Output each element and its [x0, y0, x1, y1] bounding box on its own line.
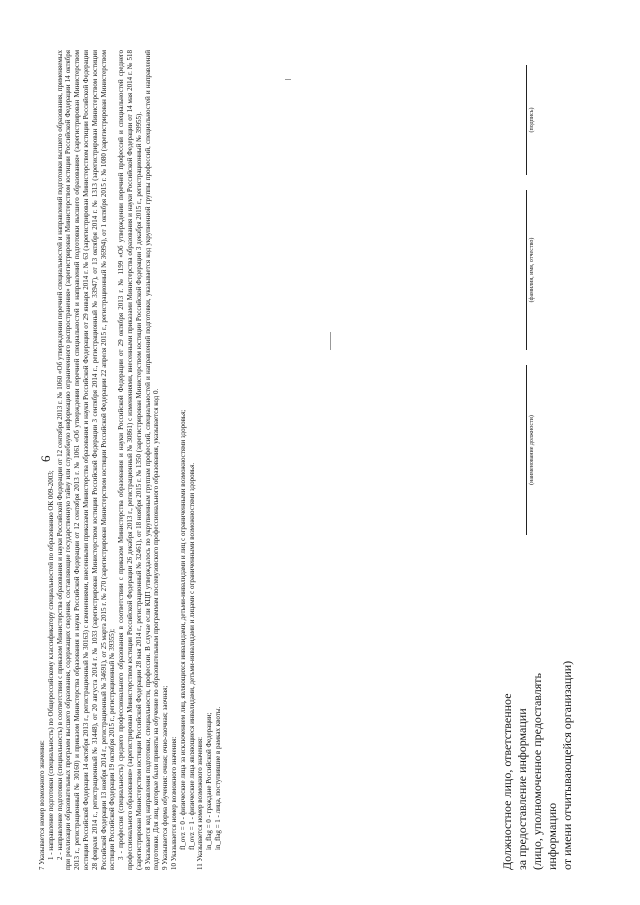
footnote-11-value-1: in_flag = 1 - лица, поступившие в рамках квоты. — [213, 706, 222, 850]
footnote-11-value-0: in_flag = 0 - граждане Российской Федерации; — [205, 712, 214, 850]
footnote-10-value-1: fl_ovz = 1 - физические лица являющиеся инвалидами, детьми-инвалидами и лицами с ограниченными возможностями здоровья. — [187, 462, 196, 850]
footnote-7-value-2: 2 - направление подготовки (специальность) в соответствии с приказом Министерства образования и науки Российской Федерации от 12 сентября 2013 г. № 1060 «Об утверждении перечней специальностей и направлений подготовки высшего образования, применяемых при реализации образовательных программ высшего образования, содержащих сведения, составляющие государственную тайну или служебную информацию ограниченного распространения» (зарегистрирован Министерством юстиции Российской Федерации 14 октября 2013 г., регистрационный № 30160) и приказом Министерства образования и науки Российской Федерации от 12 сентября 2013 г. № 1061 «Об утверждении перечней специальностей и направлений подготовки высшего образования» (зарегистрирован Министерством юстиции Российской Федерации 14 октября 2013 г., регистрационный № 30163) с изменениями, внесенными приказами Министерства образования и науки Российской Федерации от 29 января 2014 г. № 63 (зарегистрирован Министерством юстиции Российской Федерации 28 февраля 2014 г., регистрационный № 31448), от 20 августа 2014 г. № 1033 (зарегистрирован Министерством юстиции Российской Федерации 3 сентября 2014 г., регистрационный № 33947), от 13 октября 2014 г. № 1313 (зарегистрирован Министерством юстиции Российской Федерации 13 ноября 2014 г., регистрационный № 34691), от 25 марта 2015 г. № 270 (зарегистрирован Министерством юстиции Российской Федерации 22 апреля 2015 г., регистрационный № 36994), от 1 октября 2015 г. № 1080 (зарегистрирован Министерством юстиции Российской Федерации 19 октября 2015 г., регистрационный № 39355); — [55, 50, 117, 870]
page-number: 6 — [38, 455, 53, 462]
signature-line — [526, 65, 527, 175]
responsible-line-3: (лицо, уполномоченное предоставлять информацию — [530, 672, 559, 870]
rotated-content — [30, 30, 620, 880]
name-caption: (фамилия, имя, отчество) — [529, 237, 535, 303]
footnotes — [38, 50, 223, 870]
footnote-7-heading: 7 Указывается номер возможного значения: — [38, 740, 46, 870]
footnote-11-heading: 11 Указывается номер возможного значения: — [196, 736, 205, 870]
scan-mark — [285, 79, 291, 80]
name-line — [526, 190, 527, 350]
responsible-person-block — [500, 610, 575, 870]
responsible-line-2: за предоставление информации — [515, 708, 529, 870]
responsible-line-1: Должностное лицо, ответственное — [500, 693, 514, 870]
footnote-10-value-0: fl_ovz = 0 - физические лица за исключением лиц, являющихся инвалидами, детьми-инвалидами и лиц с ограниченными возможностями здоровья; — [178, 409, 187, 850]
footnote-9: 9 Указывается форма обучения: очная; очно-заочная; заочная; — [161, 685, 170, 870]
footnote-8: 8 Указывается код направления подготовки, специальности, профессии. В случае если КЦП утверждалось по укрупненным группам профессий, специальностей и направлений подготовки, указывается код укрупненной группы профессий, специальностей и направлений подготовки. Для лиц, которые были приняты на обучение по образовательным программам послевузовского профессионального образования, указывается код 0. — [143, 50, 161, 870]
signature-fields — [526, 55, 566, 535]
footnote-7-value-1: 1 - направление подготовки (специальность) по Общероссийскому классификатору специальностей по образованию ОК 009-2003; — [46, 470, 55, 860]
position-line — [526, 365, 527, 535]
responsible-line-4: от имени отчитывающейся организации) — [560, 660, 574, 870]
signature-caption: (подпись) — [529, 107, 535, 133]
footnote-10-heading: 10 Указывается номер возможного значения: — [169, 736, 178, 870]
scan-mark — [330, 332, 331, 350]
footnote-7-value-3: 3 - профессия (специальность) среднего профессионального образования в соответствии с приказом Министерства образования и науки Российской Федерации от 29 октября 2013 г. № 1199 «Об утверждении перечней профессий и специальностей среднего профессионального образования» (зарегистрирован Министерством юстиции Российской Федерации 26 декабря 2013 г., регистрационный № 30861) с изменениями, внесенными приказами Министерства образования и науки Российской Федерации от 14 мая 2014 г. № 518 (зарегистрирован Министерством юстиции Российской Федерации 28 мая 2014 г., регистрационный № 32461), от 18 ноября 2015 г. № 1350 (зарегистрирован Министерством юстиции Российской Федерации 3 декабря 2015 г., регистрационный № 39955). — [117, 50, 143, 870]
position-caption: (наименование должности) — [529, 415, 535, 485]
